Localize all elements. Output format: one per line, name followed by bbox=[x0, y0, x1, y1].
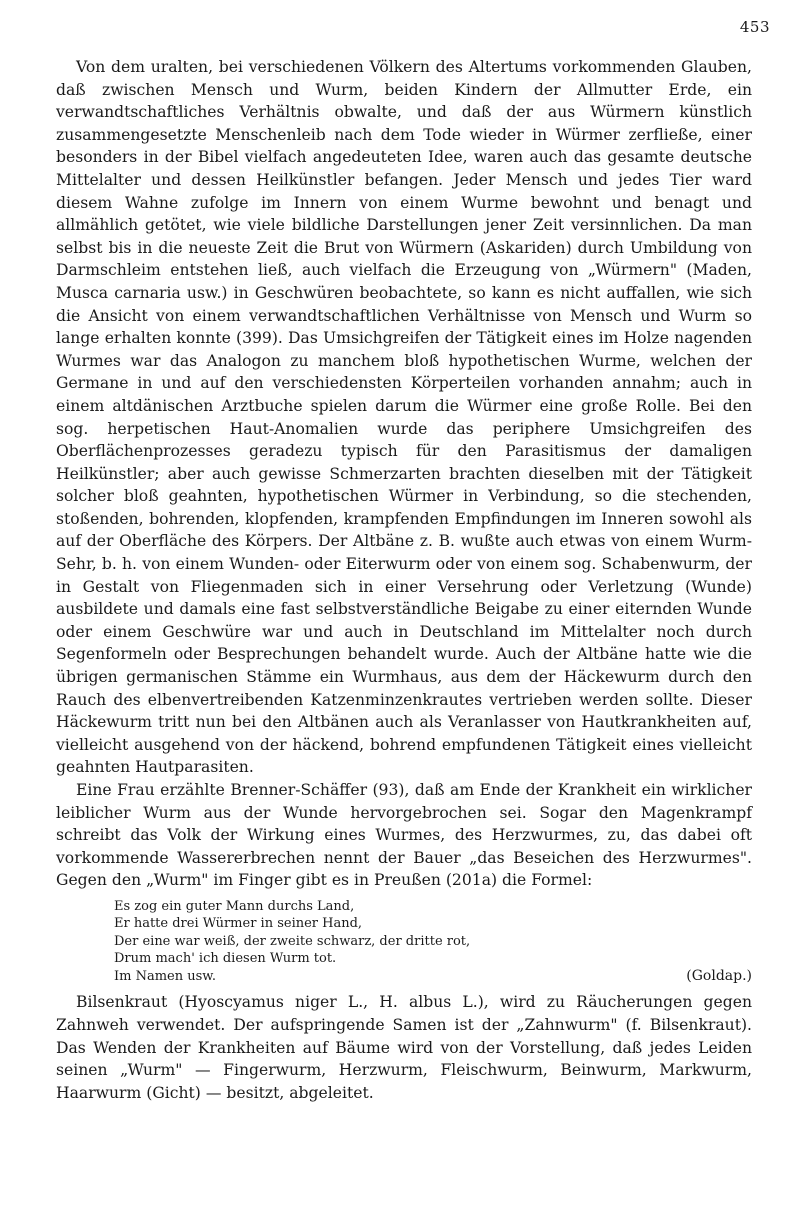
finger-worm-formula bbox=[114, 898, 752, 986]
paragraph-worm-belief: Von dem uralten, bei verschiedenen Völkern des Altertums vorkommenden Glauben, daß zwischen Mensch und Wurm, beiden Kindern der Allmutter Erde, ein verwandtschaftliches Verhältnis obwalte, und daß der aus Würmern künstlich zusammengesetzte Menschenleib nach dem Tode wieder in Würmer zerfließe, einer besonders in der Bibel vielfach angedeuteten Idee, waren auch das gesamte deutsche Mittelalter und dessen Heilkünstler befangen. Jeder Mensch und jedes Tier ward diesem Wahne zufolge im Innern von einem Wurme bewohnt und benagt und allmählich getötet, wie viele bildliche Darstellungen jener Zeit versinnlichen. Da man selbst bis in die neueste Zeit die Brut von Würmern (Askariden) durch Umbildung von Darmschleim entstehen ließ, auch vielfach die Erzeugung von „Würmern" (Maden, Musca carnaria usw.) in Geschwüren beobachtete, so kann es nicht auffallen, wie sich die Ansicht von einem verwandtschaftlichen Verhältnisse von Mensch und Wurm so lange erhalten konnte (399). Das Umsichgreifen der Tätigkeit eines im Holze nagenden Wurmes war das Analogon zu manchem bloß hypothetischen Wurme, welchen der Germane in und auf den verschiedensten Körperteilen vorhanden annahm; auch in einem altdänischen Arztbuche spielen darum die Würmer eine große Rolle. Bei den sog. herpetischen Haut-Anomalien wurde das periphere Umsichgreifen des Oberflächenprozesses geradezu typisch für den Parasitismus der damaligen Heilkünstler; aber auch gewisse Schmerzarten brachten dieselben mit der Tätigkeit solcher bloß geahnten, hypothetischen Würmer in Verbindung, so die stechenden, stoßenden, bohrenden, klopfenden, krampfenden Empfindungen im Inneren sowohl als auf der Oberfläche des Körpers. Der Altbäne z. B. wußte auch etwas von einem Wurm-Sehr, b. h. von einem Wunden- oder Eiterwurm oder von einem sog. Schabenwurm, der in Gestalt von Fliegenmaden sich in einer Versehrung oder Verletzung (Wunde) ausbildete und damals eine fast selbstverständliche Beigabe zu einer eiternden Wunde oder einem Geschwüre war und auch in Deutschland im Mittelalter noch durch Segenformeln oder Besprechungen behandelt wurde. Auch der Altbäne hatte wie die übrigen germanischen Stämme ein Wurmhaus, aus dem der Häckewurm durch den Rauch des elbenvertreibenden Katzenminzenkrautes vertrieben werden sollte. Dieser Häckewurm tritt nun bei den Altbänen auch als Veranlasser von Hautkrankheiten auf, vielleicht ausgehend von der häckend, bohrend empfundenen Tätigkeit eines vielleicht geahnten Hautparasiten. bbox=[56, 58, 752, 777]
verse-line: Der eine war weiß, der zweite schwarz, der dritte rot, bbox=[114, 933, 471, 949]
verse-final-line bbox=[114, 968, 752, 986]
verse-line: Er hatte drei Würmer in seiner Hand, bbox=[114, 916, 363, 932]
page-body bbox=[56, 56, 752, 1104]
verse-line: Drum mach' ich diesen Wurm tot. bbox=[114, 951, 337, 967]
verse-source: (Goldap.) bbox=[686, 967, 752, 984]
verse-line: Im Namen usw. bbox=[114, 968, 217, 984]
paragraph-heart-worm: Eine Frau erzählte Brenner-Schäffer (93), daß am Ende der Krankheit ein wirklicher leiblicher Wurm aus der Wunde hervorgebrochen sei. Sogar den Magenkrampf schreibt das Volk der Wirkung eines Wurmes, des Herzwurmes, zu, das dabei oft vorkommende Wassererbrechen nennt der Bauer „das Beseichen des Herzwurmes". Gegen den „Wurm" im Finger gibt es in Preußen (201a) die Formel: bbox=[56, 781, 752, 890]
paragraph-bilsenkraut: Bilsenkraut (Hyoscyamus niger L., H. albus L.), wird zu Räucherungen gegen Zahnweh verwendet. Der aufspringende Samen ist der „Zahnwurm" (f. Bilsenkraut). Das Wenden der Krankheiten auf Bäume wird von der Vorstellung, daß jedes Leiden seinen „Wurm" — Fingerwurm, Herzwurm, Fleischwurm, Beinwurm, Markwurm, Haarwurm (Gicht) — besitzt, abgeleitet. bbox=[56, 993, 752, 1102]
verse-line: Es zog ein guter Mann durchs Land, bbox=[114, 898, 355, 914]
page-number: 453 bbox=[739, 18, 770, 36]
